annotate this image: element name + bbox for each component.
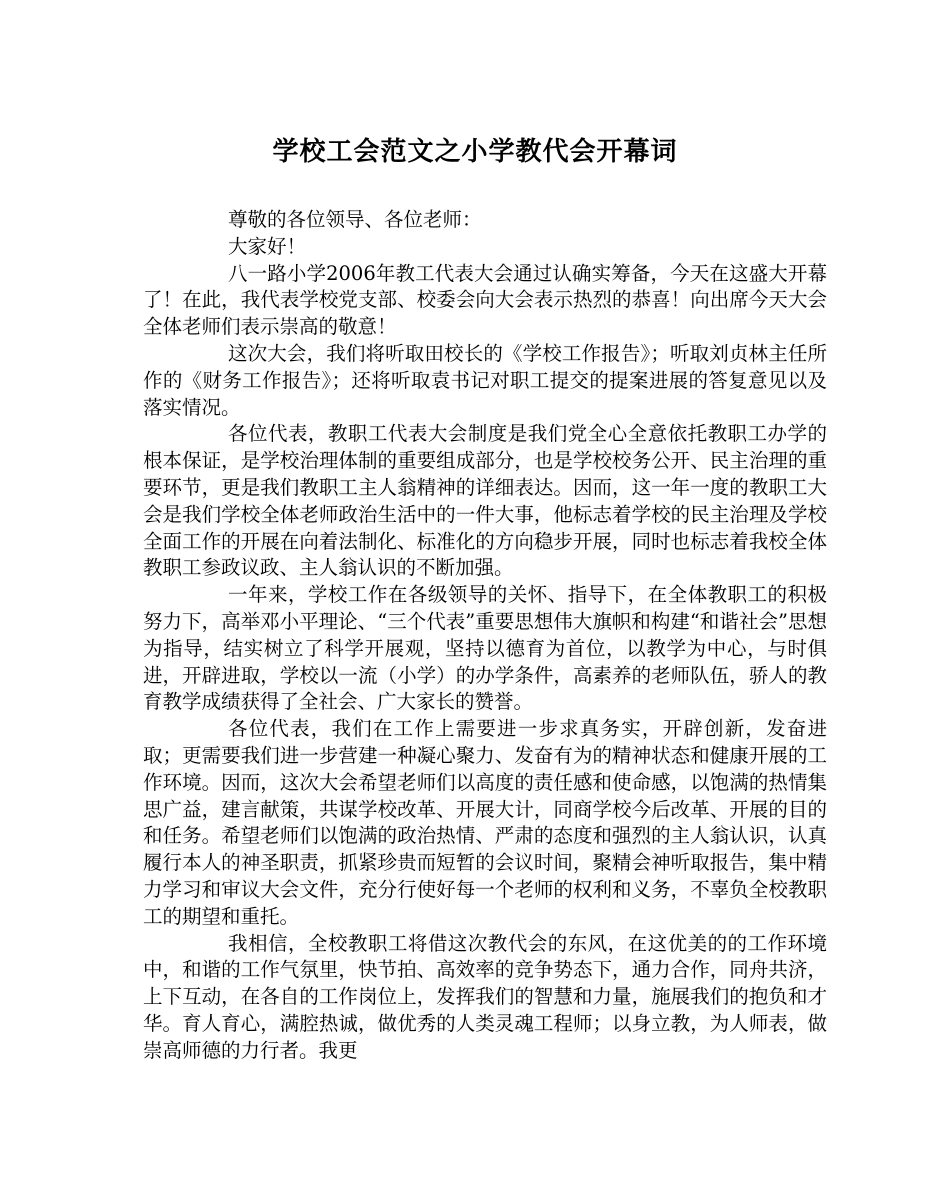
paragraph-expectation: 各位代表，我们在工作上需要进一步求真务实，开辟创新，发奋进取；更需要我们进一步营建一种凝心聚力、发奋有为的精神状态和健康开展的工作环境。因而，这次大会希望老师们以高度的责任感和使命感，以饱满的热情集思广益，建言献策，共谋学校改革、开展大计，同商学校今后改革、开展的目的和任务。希望老师们以饱满的政治热情、严肃的态度和强烈的主人翁认识，认真履行本人的神圣职责，抓紧珍贵而短暂的会议时间，聚精会神听取报告，集中精力学习和审议大会文件，充分行使好每一个老师的权利和义务，不辜负全校教职工的期望和重托。 (143, 717, 827, 928)
document-body (143, 207, 827, 1065)
paragraph-opening: 八一路小学2006年教工代表大会通过认确实筹备，今天在这盛大开幕了！在此，我代表学校党支部、校委会向大会表示热烈的恭喜！向出席今天大会全体老师们表示崇高的敬意！ (143, 261, 827, 339)
greeting: 大家好！ (228, 234, 307, 258)
paragraph-system: 各位代表，教职工代表大会制度是我们党全心全意依托教职工办学的根本保证，是学校治理体制的重要组成部分，也是学校校务公开、民主治理的重要环节，更是我们教职工主人翁精神的详细表达。因而，这一年一度的教职工大会是我们学校全体老师政治生活中的一件大事，他标志着学校的民主治理及学校全面工作的开展在向着法制化、标准化的方向稳步开展，同时也标志着我校全体教职工参政议政、主人翁认识的不断加强。 (143, 422, 827, 580)
paragraph-belief: 我相信，全校教职工将借这次教代会的东风，在这优美的的工作环境中，和谐的工作气氛里，快节拍、高效率的竞争势态下，通力合作，同舟共济，上下互动，在各自的工作岗位上，发挥我们的智慧和力量，施展我们的抱负和才华。育人育心，满腔热诚，做优秀的人类灵魂工程师；以身立教，为人师表，做崇高师德的力行者。我更 (143, 931, 827, 1062)
paragraph-review: 一年来，学校工作在各级领导的关怀、指导下，在全体教职工的积极努力下，高举邓小平理论、“三个代表”重要思想伟大旗帜和构建“和谐社会”思想为指导，结实树立了科学开展观，坚持以德育为首位，以教学为中心，与时俱进，开辟进取，学校以一流（小学）的办学条件，高素养的老师队伍，骄人的教育教学成绩获得了全社会、广大家长的赞誉。 (143, 583, 827, 714)
paragraph-agenda: 这次大会，我们将听取田校长的《学校工作报告》；听取刘贞林主任所作的《财务工作报告》；还将听取袁书记对职工提交的提案进展的答复意见以及落实情况。 (143, 341, 827, 419)
document-title: 学校工会范文之小学教代会开幕词 (272, 137, 678, 167)
salutation: 尊敬的各位领导、各位老师： (228, 208, 482, 231)
